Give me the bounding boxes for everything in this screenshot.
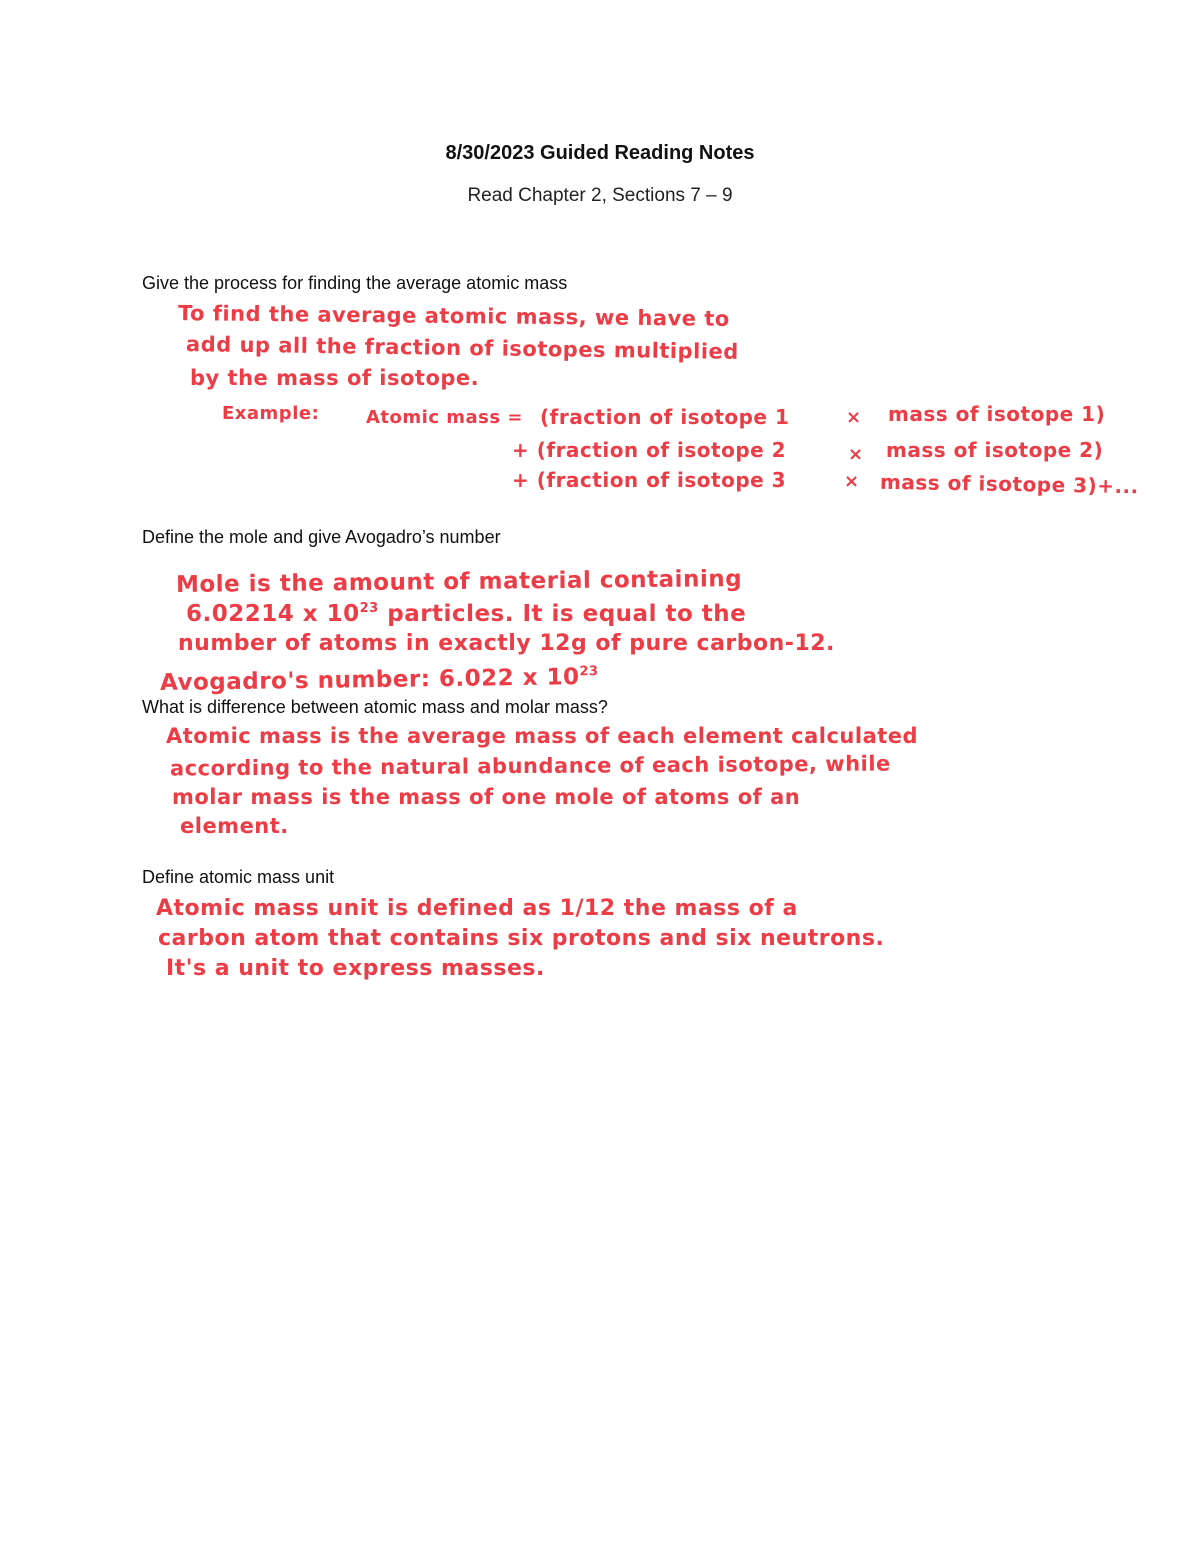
example-lhs: Atomic mass = — [366, 407, 523, 428]
example-term-2-op: × — [848, 444, 864, 465]
example-term-3-op: × — [844, 471, 860, 492]
answer-3-line-3: molar mass is the mass of one mole of atoms of an — [172, 785, 801, 809]
example-term-1-fraction: (fraction of isotope 1 — [540, 405, 790, 429]
answer-3-line-2: according to the natural abundance of each isotope, while — [169, 751, 891, 781]
answer-1-line-3: by the mass of isotope. — [190, 366, 480, 390]
answer-2-line-1: Mole is the amount of material containing — [175, 566, 743, 598]
example-term-1-mass: mass of isotope 1) — [888, 402, 1106, 426]
answer-4-line-1: Atomic mass unit is defined as 1/12 the mass of a — [156, 896, 798, 921]
example-term-3-fraction: + (fraction of isotope 3 — [512, 468, 787, 492]
answer-4-line-3: It's a unit to express masses. — [166, 956, 545, 981]
example-term-2-mass: mass of isotope 2) — [886, 438, 1104, 462]
answer-1-line-2: add up all the fraction of isotopes multiplied — [185, 332, 739, 364]
example-term-2-fraction: + (fraction of isotope 2 — [512, 438, 787, 462]
question-4-prompt: Define atomic mass unit — [142, 867, 335, 887]
avogadro-number: Avogadro's number: 6.022 x $10^{23}$ — [159, 663, 599, 697]
example-term-3-mass: mass of isotope 3)+... — [879, 469, 1139, 499]
page-subtitle: Read Chapter 2, Sections 7 – 9 — [467, 185, 733, 206]
answer-3-line-4: element. — [180, 814, 289, 838]
answer-2-line-3: number of atoms in exactly 12g of pure carbon-12. — [178, 631, 835, 656]
example-label: Example: — [222, 403, 320, 424]
answer-4-line-2: carbon atom that contains six protons and six neutrons. — [158, 926, 885, 951]
question-1-prompt: Give the process for finding the average atomic mass — [142, 273, 568, 293]
answer-2-line-2: 6.02214 x $10^{23}$ particles. It is equal to the — [186, 601, 747, 627]
example-term-1-op: × — [846, 407, 862, 428]
page-title: 8/30/2023 Guided Reading Notes — [445, 142, 755, 164]
answer-1-line-1: To find the average atomic mass, we have to — [177, 301, 730, 331]
question-2-prompt: Define the mole and give Avogadro’s number — [142, 527, 501, 547]
question-3-prompt: What is difference between atomic mass and molar mass? — [142, 697, 608, 717]
answer-3-line-1: Atomic mass is the average mass of each element calculated — [166, 724, 919, 748]
